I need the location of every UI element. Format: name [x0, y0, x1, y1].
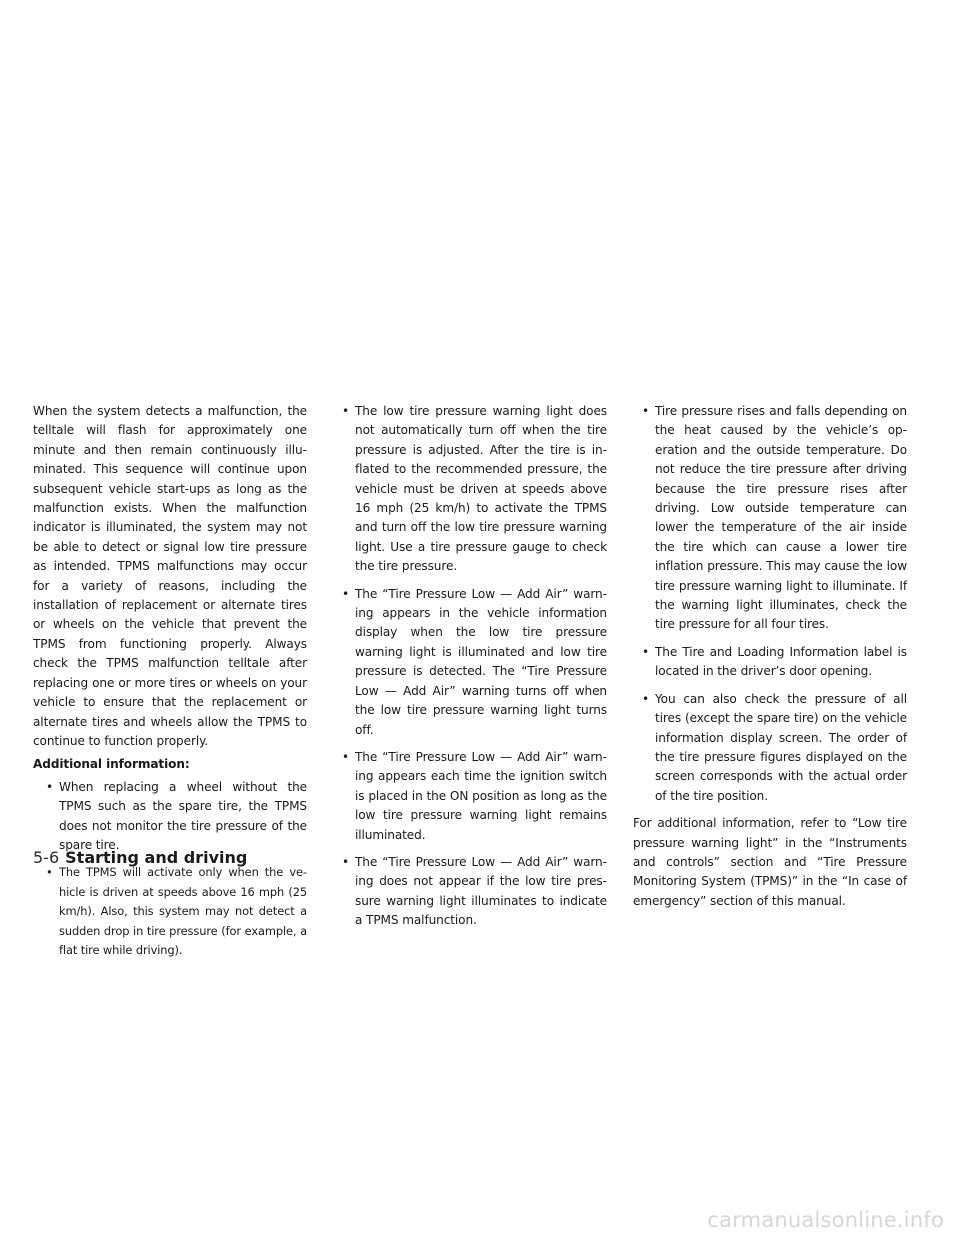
bullet-icon: • — [642, 691, 650, 706]
bullet-icon: • — [642, 404, 650, 418]
column-2 — [333, 402, 607, 939]
bullet-icon: • — [342, 749, 350, 764]
watermark[interactable]: carmanualsonline.info — [707, 1208, 944, 1232]
list-item: • The TPMS will activate only when the vehicle is driven at speeds above 16 mph (25 km/h). Also, this system may not detect a sudden drop in tire pressure (for example, a flat tire while driving). — [46, 865, 307, 957]
additional-info-heading: Additional information: — [33, 757, 190, 772]
bullet-icon: • — [342, 404, 350, 418]
bullet-icon: • — [342, 586, 350, 601]
bullet-icon: • — [46, 779, 54, 794]
intro-paragraph: When the system detects a malfunction, the telltale will flash for approximately one minute and then remain continuously illuminated. This sequence will continue upon subsequent vehicle start-ups as long as the malfunction exists. When the malfunction indicator is illuminated, the system may not be able to detect or signal low tire pressure as intended. TPMS malfunctions may occur for a variety of reasons, including the installation of replacement or alternate tires or wheels on the vehicle that prevent the TPMS from functioning properly. Always check the TPMS malfunction telltale after replacing one or more tires or wheels on your vehicle to ensure that the replacement or alternate tires and wheels allow the TPMS to continue to function properly. — [33, 404, 307, 748]
list-item: • The “Tire Pressure Low — Add Air” warning appears in the vehicle information display when the low tire pressure warning light is illuminated and low tire pressure is detected. The “Tire Pressure Low — Add Air” warning turns off when the low tire pressure warning light turns off. — [342, 586, 607, 737]
list-item: • Tire pressure rises and falls depending on the heat caused by the vehicle’s operation and the outside temperature. Do not reduce the tire pressure after driving because the tire pressure rises after driving. Low outside temperature can lower the temperature of the air inside the tire which can cause a lower tire inflation pressure. This may cause the low tire pressure warning light to illuminate. If the warning light illuminates, check the tire pressure for all four tires. — [642, 404, 907, 632]
list-item: • The “Tire Pressure Low — Add Air” warning appears each time the ignition switch is placed in the ON position as long as the low tire pressure warning light remains illuminated. — [342, 749, 607, 842]
bullet-icon: • — [642, 644, 650, 659]
page-footer — [33, 848, 247, 868]
column-3 — [633, 402, 907, 911]
list-item: • The “Tire Pressure Low — Add Air” warning does not appear if the low tire pressure warning light illuminates to indicate a TPMS malfunction. — [342, 854, 607, 928]
list-item: • You can also check the pressure of all tires (except the spare tire) on the vehicle information display screen. The order of the tire pressure figures displayed on the screen corresponds with the actual order of the tire position. — [642, 691, 907, 803]
list-item: • The Tire and Loading Information label is located in the driver’s door opening. — [642, 644, 907, 679]
list-item: • The low tire pressure warning light does not automatically turn off when the tire pressure is adjusted. After the tire is inflated to the recommended pressure, the vehicle must be driven at speeds above 16 mph (25 km/h) to activate the TPMS and turn off the low tire pressure warning light. Use a tire pressure gauge to check the tire pressure. — [342, 404, 607, 574]
bullet-icon: • — [342, 854, 350, 869]
section-title: Starting and driving — [65, 848, 248, 867]
page-number: 5-6 — [33, 848, 60, 867]
bullet-icon: • — [46, 865, 53, 880]
list-item: • When replacing a wheel without the TPMS such as the spare tire, the TPMS does not monitor the tire pressure of the spare tire. — [46, 779, 307, 852]
column-1 — [33, 402, 307, 968]
closing-paragraph: For additional information, refer to “Low tire pressure warning light” in the “Instruments and controls” section and “Tire Pressure Monitoring System (TPMS)” in the “In case of emergency” section of this manual. — [633, 816, 907, 908]
